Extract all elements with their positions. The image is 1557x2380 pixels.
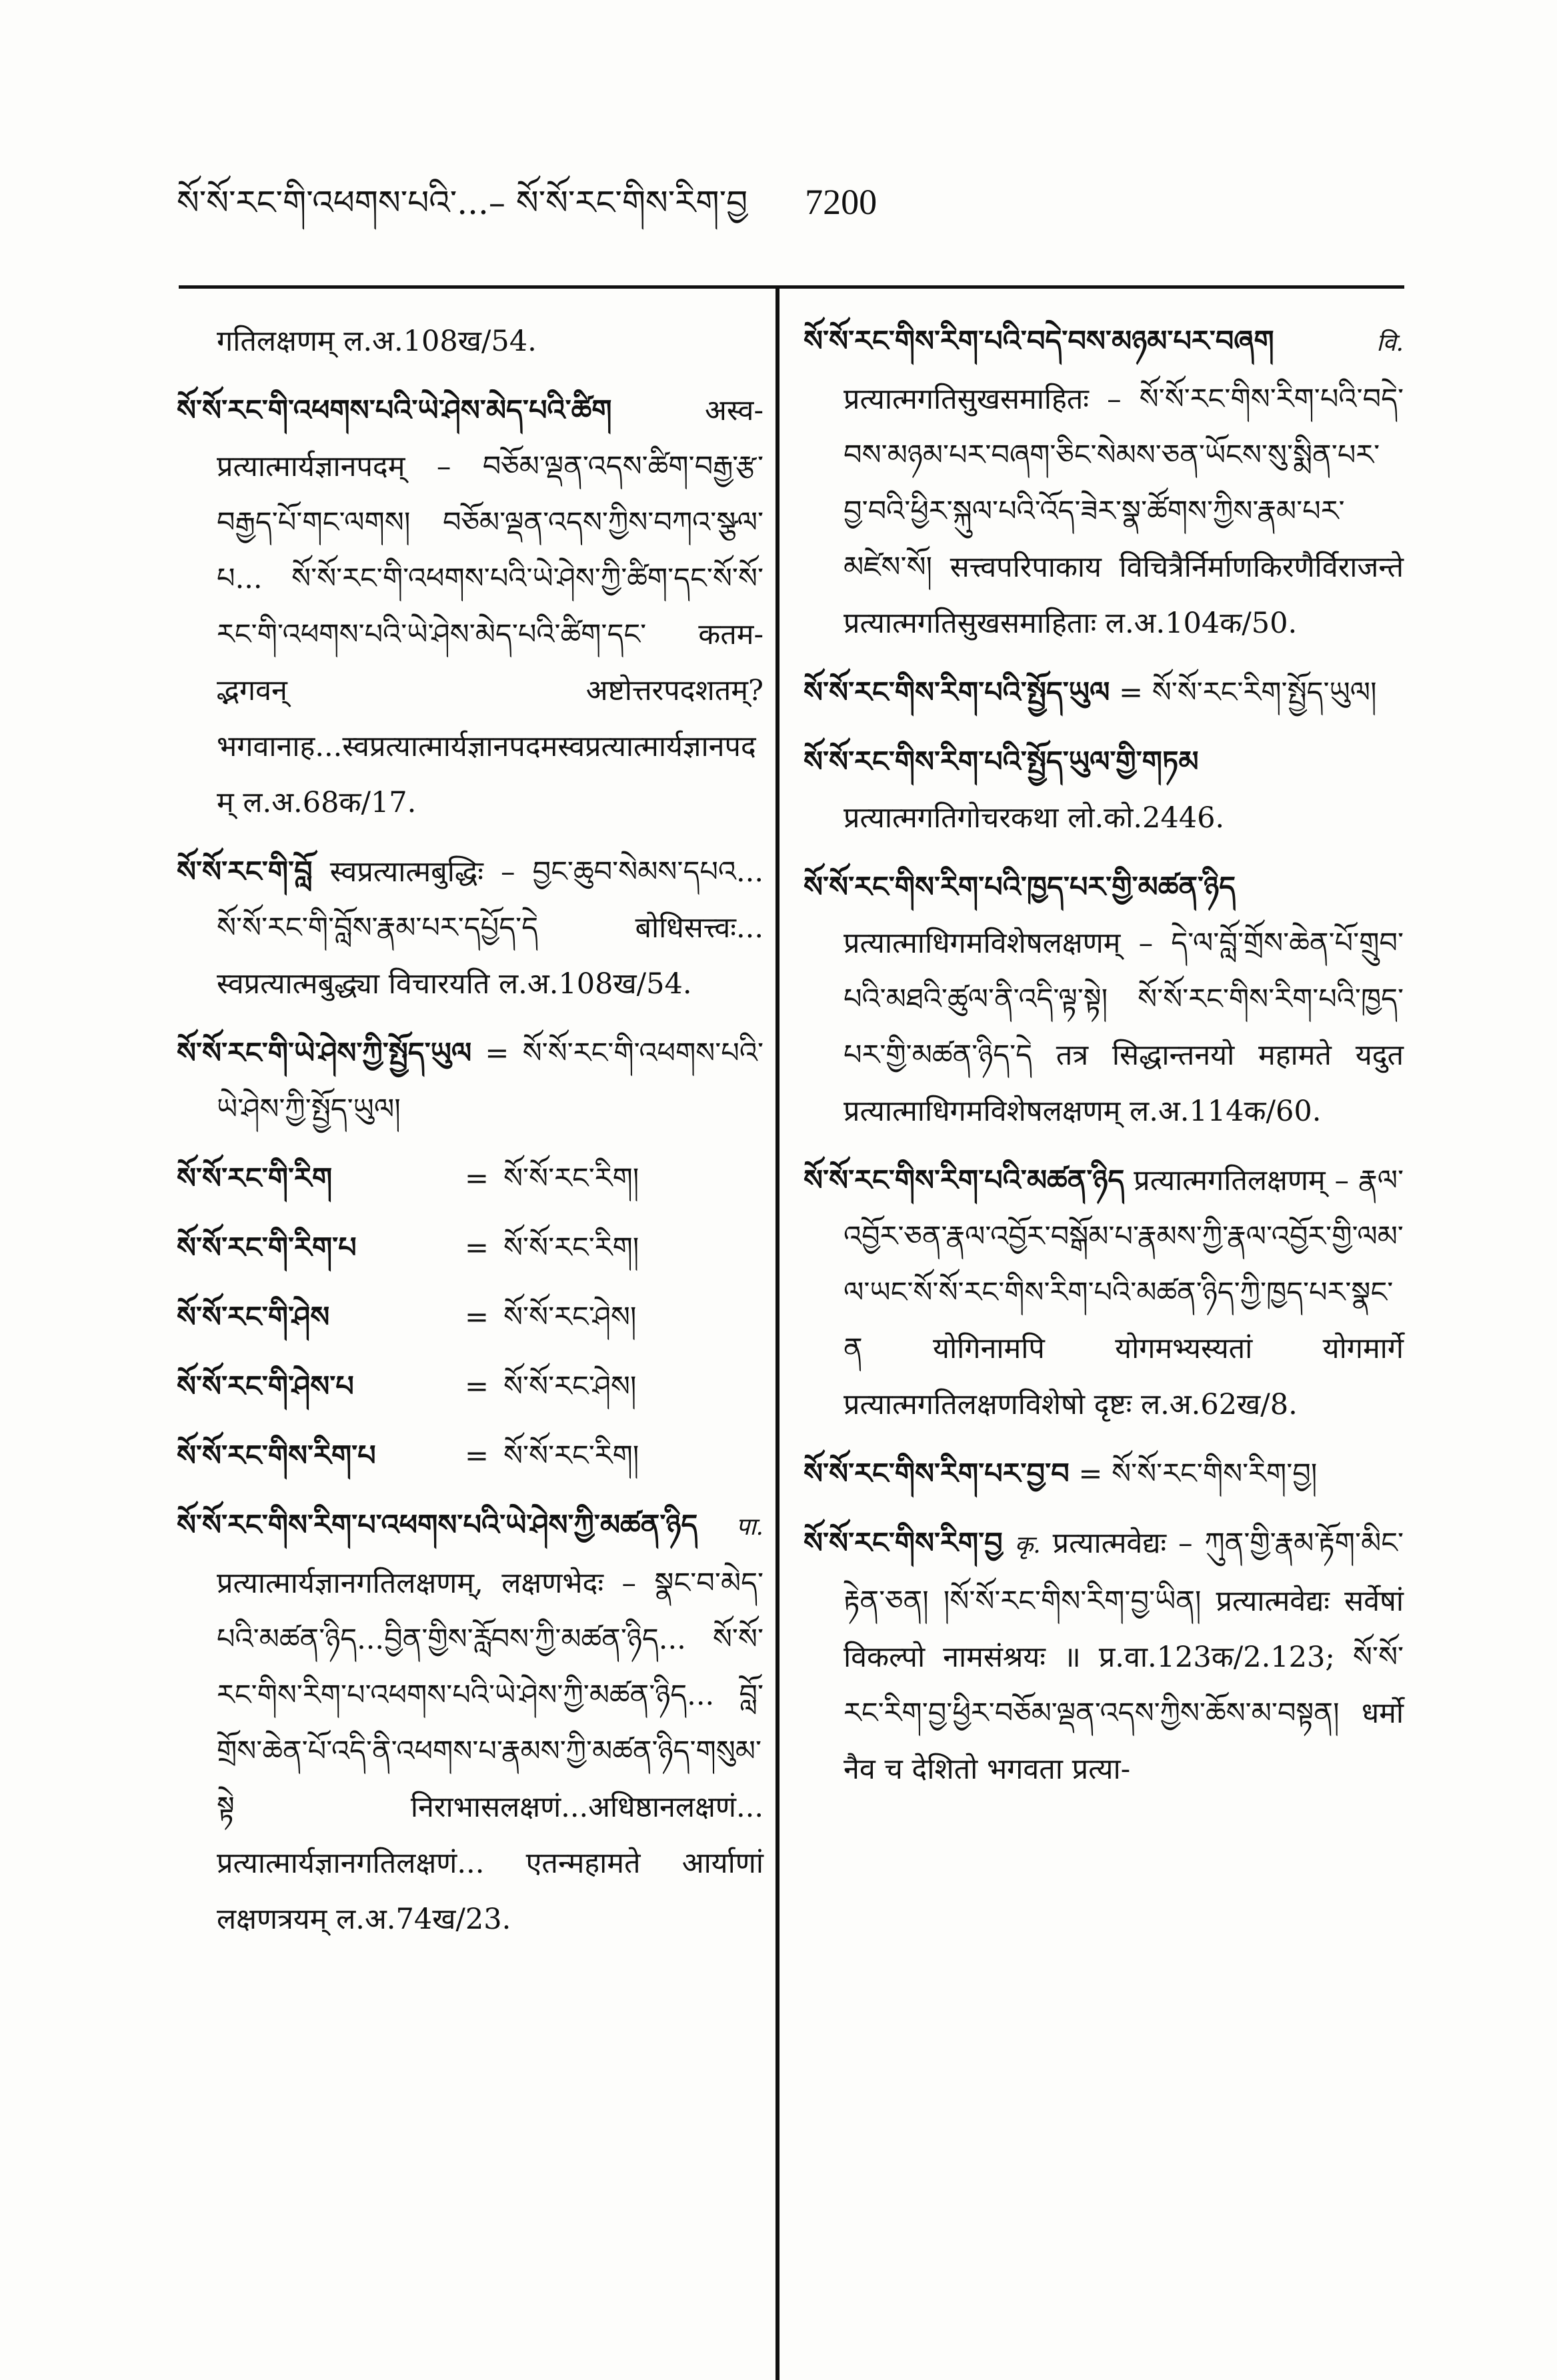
entry-headword: སོ་སོ་རང་གིས་རིག་པར་བྱ་བ [804,1457,1070,1491]
grammar-abbreviation: कृ. [1014,1531,1041,1559]
running-head [177,179,910,226]
equals-sign: = [464,1162,489,1195]
equals-sign: = [464,1231,489,1265]
cross-reference-target: སོ་སོ་རང་ཤེས། [503,1370,637,1403]
dictionary-entry [804,859,1404,1139]
cross-reference-entry [177,1151,763,1207]
cross-reference-entry [177,1220,763,1276]
entry-body: प्रत्यात्मगतिगोचरकथा लो.को.2446. [844,801,1225,835]
dictionary-entry [804,734,1404,846]
dictionary-entry [177,1025,763,1137]
dictionary-entry [177,844,763,1012]
entry-headword: སོ་སོ་རང་གིས་རིག་བྱ [804,1527,1003,1560]
entry-headword: སོ་སོ་རང་གིས་རིག་པའི་སྤྱོད་ཡུལ [804,676,1110,709]
dictionary-entry [804,1446,1404,1502]
entry-body: प्रत्यात्माधिगमविशेषलक्षणम् – དེ་ལ་བློ་གྲོས་ཆེན་པོ་གྲུབ་པའི་མཐའི་ཚུལ་ནི་འདི་ལྟ་སྟེ། སོ་སོ་རང་གིས་རིག་པའི་ཁྱད་པར་གྱི་མཚན་ཉིད་དེ तत्र सिद्धान्तनयो महामते यदुत प्रत्यात्माधिगमविशेषलक्षणम् ल.अ.114क/60. [844,927,1404,1128]
cross-reference-target: སོ་སོ་རང་རིག། [503,1231,639,1265]
equals-sign: = [464,1370,489,1403]
continued-text: गतिलक्षणम् ल.अ.108ख/54. [217,325,537,358]
entry-body: स्वप्रत्यात्मबुद्धिः – བྱང་ཆུབ་སེམས་དཔའ... སོ་སོ་རང་གི་བློས་རྣམ་པར་དཔྱོད་དེ बोधिसत्त्वः... स्वप्रत्यात्मबुद्ध्या विचारयति ल.अ.108ख/54. [217,855,763,1001]
entry-headword: སོ་སོ་རང་གིས་རིག་པ [177,1439,376,1473]
running-head-range: སོ་སོ་རང་གི་འཕགས་པའི་...– སོ་སོ་རང་གིས་རིག་བྱ [177,183,748,222]
dictionary-entry [804,1515,1404,1797]
entry-headword: སོ་སོ་རང་གིས་རིག་པ་འཕགས་པའི་ཡེ་ཤེས་ཀྱི་མཚན་ཉིད [177,1509,698,1542]
entry-headword: སོ་སོ་རང་གིས་རིག་པའི་བདེ་བས་མཉམ་པར་བཞག [804,325,1274,358]
header-rule [179,285,1404,289]
right-column [804,313,1404,1811]
entry-body: = སོ་སོ་རང་གི་འཕགས་པའི་ཡེ་ཤེས་ཀྱི་སྤྱོད་ཡུལ། [217,1037,763,1126]
entry-headword: སོ་སོ་རང་གི་རིག [177,1162,333,1195]
entry-headword: སོ་སོ་རང་གི་ཤེས་པ [177,1370,354,1403]
entry-headword: སོ་སོ་རང་གིས་རིག་པའི་མཚན་ཉིད [804,1164,1125,1197]
dictionary-entry [804,313,1404,651]
equals-sign: = [464,1301,489,1334]
dictionary-entry [804,1153,1404,1433]
dictionary-entry [177,383,763,831]
cross-reference-entry [177,1359,763,1415]
cross-reference-target: སོ་སོ་རང་རིག། [503,1439,639,1473]
equals-sign: = [464,1439,489,1473]
entry-headword: སོ་སོ་རང་གི་འཕགས་པའི་ཡེ་ཤེས་མེད་པའི་ཚིག [177,394,612,427]
entry-headword: སོ་སོ་རང་གི་ཡེ་ཤེས་ཀྱི་སྤྱོད་ཡུལ [177,1037,472,1070]
entry-body: = སོ་སོ་རང་རིག་སྤྱོད་ཡུལ། [1119,676,1377,709]
entry-headword: སོ་སོ་རང་གིས་རིག་པའི་ཁྱད་པར་གྱི་མཚན་ཉིད [804,871,1236,904]
entry-headword: སོ་སོ་རང་གི་རིག་པ [177,1231,357,1265]
entry-body: = སོ་སོ་རང་གིས་རིག་བྱ། [1078,1457,1318,1491]
cross-reference-entry [177,1289,763,1345]
grammar-abbreviation: पा. [735,1513,763,1541]
entry-body: प्रत्यात्मगतिलक्षणम् – རྣལ་འབྱོར་ཅན་རྣལ་འབྱོར་བསྒོམ་པ་རྣམས་ཀྱི་རྣལ་འབྱོར་གྱི་ལམ་ལ་ཡང་སོ་སོ་རང་གིས་རིག་པའི་མཚན་ཉིད་ཀྱི་ཁྱད་པར་སྣང་ན योगिनामपि योगमभ्यस्यतां योगमार्गे प्रत्यात्मगतिलक्षणविशेषो दृष्टः ल.अ.62ख/8. [844,1164,1404,1421]
column-divider [775,287,780,2380]
entry-headword: སོ་སོ་རང་གི་ཤེས [177,1301,330,1334]
entry-headword: སོ་སོ་རང་གི་བློ [177,855,313,889]
dictionary-entry [177,1497,763,1947]
cross-reference-target: སོ་སོ་རང་རིག། [503,1162,639,1195]
entry-body: प्रत्यात्मवेद्यः – ཀུན་གྱི་རྣམ་རྟོག་མིང་རྟེན་ཅན། །སོ་སོ་རང་གིས་རིག་བྱ་ཡིན། प्रत्यात्मवेद्यः सर्वेषां विकल्पो नामसंश्रयः ॥ प्र.वा.123क/2.123; སོ་སོ་རང་རིག་བྱ་ཕྱིར་བཅོམ་ལྡན་འདས་ཀྱིས་ཆོས་མ་བསྟན། धर्मो नैव च देशितो भगवता प्रत्या- [844,1527,1404,1786]
cross-reference-target: སོ་སོ་རང་ཤེས། [503,1301,637,1334]
dictionary-entry [804,665,1404,721]
entry-headword: སོ་སོ་རང་གིས་རིག་པའི་སྤྱོད་ཡུལ་གྱི་གཏམ [804,745,1199,779]
entry-body: अस्व-प्रत्यात्मार्यज्ञानपदम् – བཅོམ་ལྡན་འདས་ཚིག་བརྒྱ་རྩ་བརྒྱད་པོ་གང་ལགས། བཅོམ་ལྡན་འདས་ཀྱིས་བཀའ་སྩལ་པ... སོ་སོ་རང་གི་འཕགས་པའི་ཡེ་ཤེས་ཀྱི་ཚིག་དང་སོ་སོ་རང་གི་འཕགས་པའི་ཡེ་ཤེས་མེད་པའི་ཚིག་དང་ कतम-द्भगवन् अष्टोत्तरपदशतम्? भगवानाह...स्वप्रत्यात्मार्यज्ञानपदमस्वप्रत्यात्मार्यज्ञानपदम् ल.अ.68क/17. [217,394,763,819]
page-number: 7200 [805,182,878,222]
cross-reference-entry [177,1428,763,1484]
entry-body: प्रत्यात्मार्यज्ञानगतिलक्षणम्, लक्षणभेदः – སྣང་བ་མེད་པའི་མཚན་ཉིད...བྱིན་གྱིས་རློབས་ཀྱི་མཚན་ཉིད... སོ་སོ་རང་གིས་རིག་པ་འཕགས་པའི་ཡེ་ཤེས་ཀྱི་མཚན་ཉིད... བློ་གྲོས་ཆེན་པོ་འདི་ནི་འཕགས་པ་རྣམས་ཀྱི་མཚན་ཉིད་གསུམ་སྟེ निराभासलक्षणं...अधिष्ठानलक्षणं... प्रत्यात्मार्यज्ञानगतिलक्षणं... एतन्महामते आर्याणां लक्षणत्रयम् ल.अ.74ख/23. [217,1567,763,1936]
entry-body: प्रत्यात्मगतिसुखसमाहितः – སོ་སོ་རང་གིས་རིག་པའི་བདེ་བས་མཉམ་པར་བཞག་ཅིང་སེམས་ཅན་ཡོངས་སུ་སྨིན་པར་བྱ་བའི་ཕྱིར་སྐུལ་པའི་འོད་ཟེར་སྣ་ཚོགས་ཀྱིས་རྣམ་པར་མཛེས་སོ། सत्त्वपरिपाकाय विचित्रैर्निर्माणकिरणैर्विराजन्ते प्रत्यात्मगतिसुखसमाहिताः ल.अ.104क/50. [844,383,1404,640]
grammar-abbreviation: वि. [1376,329,1404,357]
left-column [177,313,763,1961]
